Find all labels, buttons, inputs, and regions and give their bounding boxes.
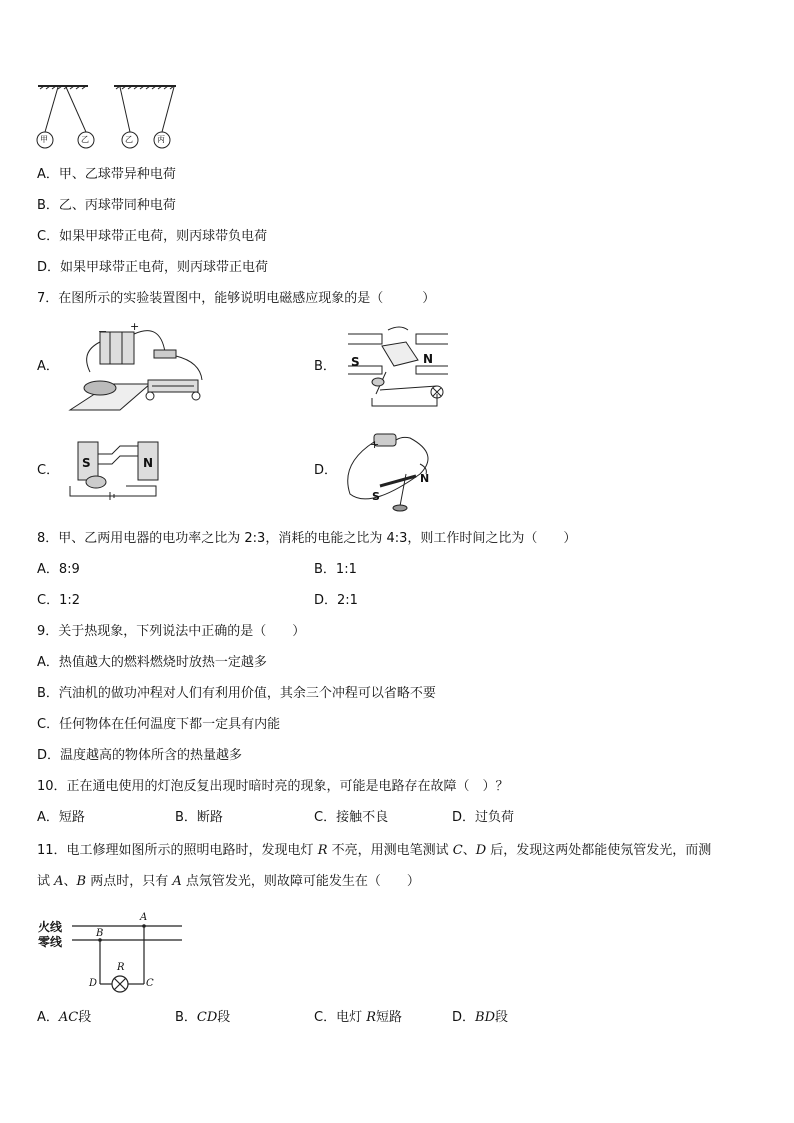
q11-point-a-label: A — [140, 912, 148, 923]
q11-stem-text: 11．电工修理如图所示的照明电路时，发现电灯 — [37, 843, 318, 858]
q7-option-c-letter: C． — [37, 463, 60, 478]
q10-option-d: D．过负荷 — [452, 810, 515, 825]
q11-option-value: BD — [475, 1010, 495, 1025]
q11-option-d — [452, 1009, 508, 1027]
q7-option-b-letter: B． — [314, 359, 336, 374]
q11-point-b-label: B — [96, 928, 104, 939]
q9-option-d: D．温度越高的物体所含的热量越多 — [37, 748, 243, 763]
q11-stem-text: 不亮，用测电笔测试 — [327, 843, 453, 858]
q7a-plus-sign: + — [130, 320, 140, 333]
q11-option-suffix: 段 — [78, 1010, 92, 1025]
q11-stem-var-b: B — [76, 874, 87, 889]
q7d-plus-sign: + — [370, 438, 380, 451]
q11-option-value: AC — [58, 1010, 79, 1025]
q11-option-suffix: 段 — [495, 1010, 509, 1025]
q7c-s-pole: S — [82, 456, 91, 470]
ball-label-bing: 丙 — [157, 135, 165, 144]
q11-option-b — [175, 1009, 230, 1027]
q11-neutral-wire-label: 零线 — [38, 935, 63, 949]
q11-stem-var-r: R — [317, 843, 328, 858]
q7-stem: 7．在图所示的实验装置图中，能够说明电磁感应现象的是（ ） — [37, 291, 436, 306]
q11-stem-var-a: A — [172, 874, 182, 889]
q11-stem-text: 两点时，只有 — [86, 874, 173, 889]
q11-stem-text: 、 — [63, 874, 77, 889]
q11-option-value: CD — [196, 1010, 218, 1025]
q9-option-b: B．汽油机的做功冲程对人们有利用价值，其余三个冲程可以省略不要 — [37, 686, 436, 701]
ball-label-yi-left: 乙 — [81, 135, 89, 144]
q8-option-c: C．1:2 — [37, 593, 80, 608]
q6-option-a: A．甲、乙球带异种电荷 — [37, 167, 176, 182]
q8-option-a: A．8:9 — [37, 562, 80, 577]
ball-label-jia: 甲 — [40, 135, 48, 144]
q7d-s-pole: S — [372, 490, 380, 503]
q8-stem: 8．甲、乙两用电器的电功率之比为 2:3，消耗的电能之比为 4:3，则工作时间之比为（ ） — [37, 531, 577, 546]
q11-point-c-label: C — [146, 978, 154, 989]
q7-figure-a-electromagnet-setup — [70, 322, 220, 412]
q7-figure-b-generator-setup — [342, 320, 472, 410]
q7d-n-pole: N — [420, 472, 430, 485]
q7-option-a-letter: A． — [37, 359, 59, 374]
q11-stem-text: 后，发现这两处都能使氖管发光，而测 — [486, 843, 712, 858]
q7-figure-d-oersted-setup — [340, 424, 450, 514]
q11-option-prefix: D． — [452, 1010, 476, 1025]
q7b-s-pole: S — [351, 355, 360, 369]
q10-option-b: B．断路 — [175, 810, 223, 825]
q11-lamp-r-label: R — [117, 962, 125, 973]
q11-point-d-label: D — [89, 978, 98, 989]
q11-option-a — [37, 1009, 91, 1027]
q6-option-c: C．如果甲球带正电荷，则丙球带负电荷 — [37, 229, 268, 244]
q10-option-a: A．短路 — [37, 810, 85, 825]
q11-option-prefix: A． — [37, 1010, 59, 1025]
q11-option-prefix: B． — [175, 1010, 197, 1025]
q10-option-c: C．接触不良 — [314, 810, 389, 825]
q11-stem-var-c: C — [452, 843, 463, 858]
q8-option-b: B．1:1 — [314, 562, 357, 577]
q11-stem-var-a: A — [54, 874, 64, 889]
q7-option-d-letter: D． — [314, 463, 338, 478]
q11-stem-text: 试 — [37, 874, 55, 889]
q9-stem: 9．关于热现象，下列说法中正确的是（ ） — [37, 624, 306, 639]
q11-option-c — [314, 1009, 402, 1027]
q11-stem-line2 — [37, 873, 420, 891]
q11-live-wire-label: 火线 — [38, 920, 63, 934]
q7b-n-pole: N — [423, 352, 434, 366]
q11-stem-text: 点氖管发光，则故障可能发生在（ ） — [181, 874, 420, 889]
q11-stem-var-d: D — [475, 843, 487, 858]
q8-option-d: D．2:1 — [314, 593, 358, 608]
q7c-n-pole: N — [143, 456, 154, 470]
q9-option-a: A．热值越大的燃料燃烧时放热一定越多 — [37, 655, 267, 670]
q11-option-suffix: 短路 — [376, 1010, 403, 1025]
q10-stem: 10．正在通电使用的灯泡反复出现时暗时亮的现象，可能是电路存在故障（ ）？ — [37, 779, 509, 794]
q6-suspended-balls-figure — [0, 0, 794, 160]
q6-option-b: B．乙、丙球带同种电荷 — [37, 198, 176, 213]
ball-label-yi-right: 乙 — [125, 135, 133, 144]
q6-option-d: D．如果甲球带正电荷，则丙球带正电荷 — [37, 260, 269, 275]
q9-option-c: C．任何物体在任何温度下都一定具有内能 — [37, 717, 281, 732]
q11-option-prefix: C．电灯 — [314, 1010, 367, 1025]
q7a-minus-sign: − — [98, 325, 108, 338]
q11-option-value: R — [366, 1010, 377, 1025]
q11-stem-text: 、 — [462, 843, 476, 858]
q11-option-suffix: 段 — [217, 1010, 231, 1025]
q11-stem-line1 — [37, 842, 711, 860]
